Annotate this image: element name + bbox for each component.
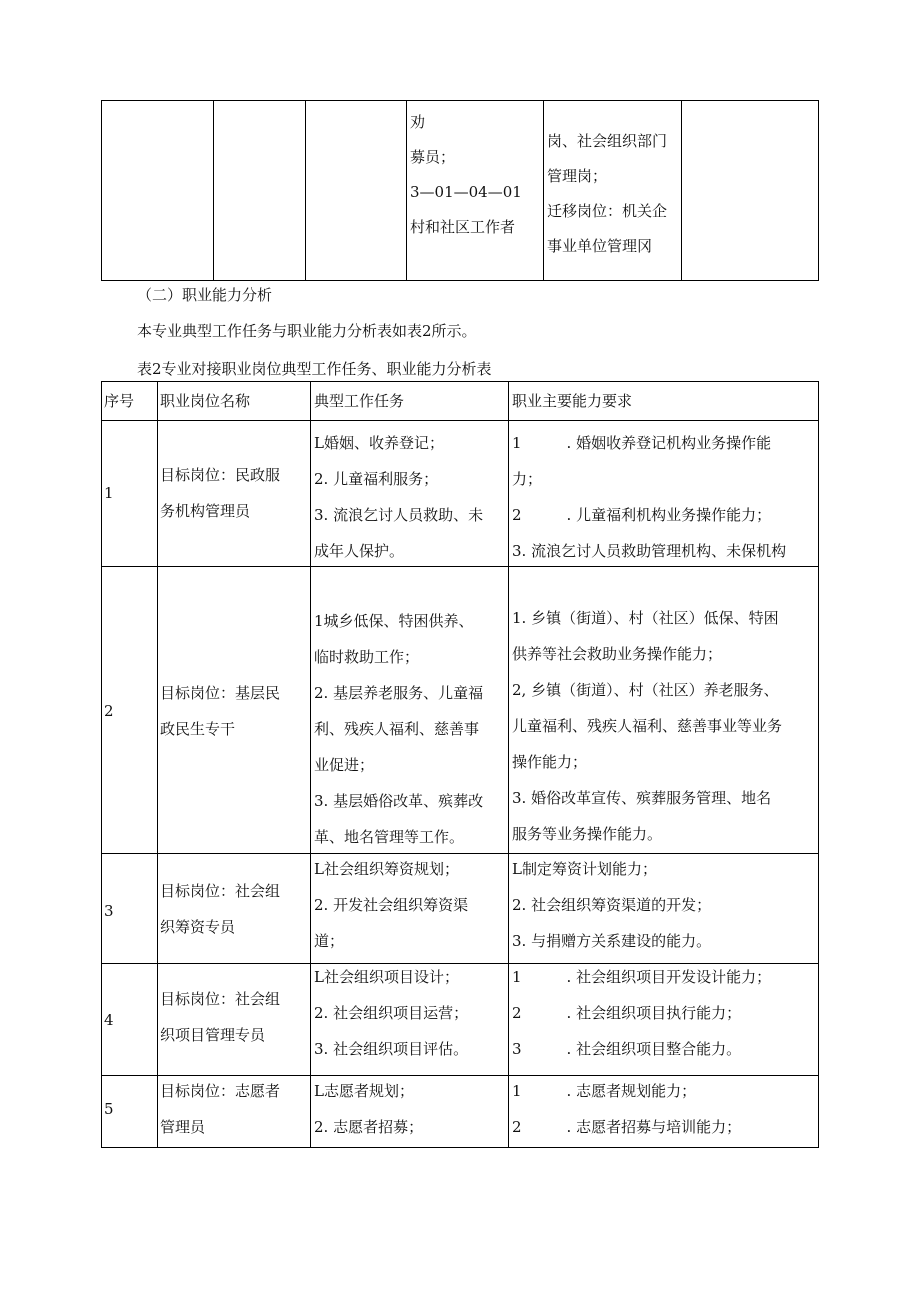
text-line: 2. 社会组织项目运营； [314, 1004, 469, 1022]
text-line: 力； [512, 470, 543, 488]
text-line: 道； [314, 932, 345, 950]
text-line: 供养等社会救助业务操作能力； [512, 645, 723, 663]
text-line: 事业单位管理冈 [547, 237, 653, 255]
text-line: 成年人保护。 [314, 542, 405, 560]
text-line: 革、地名管理等工作。 [314, 828, 465, 846]
text-line: 目标岗位：社会组 [160, 990, 281, 1008]
text-line: 1 . 婚姻收养登记机构业务操作能 [512, 434, 772, 452]
text-line: 3. 流浪乞讨人员救助管理机构、未保机构 [512, 542, 787, 560]
text-line: L社会组织项目设计； [314, 968, 459, 986]
post-cell [160, 882, 280, 936]
abilities-cell [512, 968, 771, 1058]
text-line: 1 . 志愿者规划能力； [512, 1082, 697, 1100]
row-number: 1 [104, 484, 114, 502]
text-line: 3. 婚俗改革宣传、殡葬服务管理、地名 [512, 789, 772, 807]
text-line: L社会组织筹资规划； [314, 860, 459, 878]
text-line: L志愿者规划； [314, 1082, 414, 1100]
post-cell [160, 684, 280, 738]
row-number: 2 [104, 702, 114, 720]
text-line: 儿童福利、残疾人福利、慈善事业等业务 [512, 717, 783, 735]
text-line: 1. 乡镇（街道）、村（社区）低保、特困 [512, 609, 779, 627]
header-tasks: 典型工作任务 [314, 392, 405, 410]
top-table-col4 [410, 113, 522, 236]
header-num: 序号 [104, 392, 135, 410]
intro-text: 本专业典型工作任务与职业能力分析表如表2所示。 [137, 322, 477, 340]
post-cell [160, 1082, 280, 1136]
text-line: 临时救助工作； [314, 648, 420, 666]
row-number: 3 [104, 902, 114, 920]
text-line: 目标岗位：志愿者 [160, 1082, 281, 1100]
text-line: 1城乡低保、特困供养、 [314, 612, 474, 630]
post-cell [160, 990, 280, 1044]
text-line: 3—01—04—01 [410, 183, 522, 201]
text-line: 操作能力； [512, 753, 588, 771]
text-line: 织项目管理专员 [160, 1026, 266, 1044]
text-line: 2. 志愿者招募； [314, 1118, 424, 1136]
text-line: 织筹资专员 [160, 918, 236, 936]
top-table-col5 [547, 132, 667, 255]
text-line: L制定筹资计划能力； [512, 860, 657, 878]
tasks-cell [314, 612, 483, 846]
text-line: 岗、社会组织部门 [547, 132, 668, 150]
text-line: 务机构管理员 [160, 502, 251, 520]
abilities-cell [512, 609, 782, 843]
text-line: 3. 社会组织项目评估。 [314, 1040, 469, 1058]
header-abilities: 职业主要能力要求 [512, 392, 633, 410]
text-line: 募员； [410, 148, 456, 166]
text-line: 1 . 社会组织项目开发设计能力； [512, 968, 772, 986]
text-line: 目标岗位：民政服 [160, 466, 281, 484]
text-line: 利、残疾人福利、慈善事 [314, 720, 480, 738]
table-caption: 表2专业对接职业岗位典型工作任务、职业能力分析表 [137, 360, 492, 378]
text-line: 2. 儿童福利服务； [314, 470, 439, 488]
text-line: L婚姻、收养登记； [314, 434, 444, 452]
post-cell [160, 466, 280, 520]
text-line: 3 . 社会组织项目整合能力。 [512, 1040, 742, 1058]
text-line: 村和社区工作者 [410, 218, 516, 236]
tasks-cell [314, 860, 468, 950]
text-line: 迁移岗位：机关企 [547, 202, 668, 220]
abilities-cell [512, 860, 711, 950]
section-heading: （二）职业能力分析 [137, 286, 273, 304]
text-line: 2. 基层养老服务、儿童福 [314, 684, 484, 702]
tasks-cell [314, 968, 468, 1058]
row-number: 5 [104, 1100, 114, 1118]
text-line: 2, 乡镇（街道）、村（社区）养老服务、 [512, 681, 779, 699]
header-post: 职业岗位名称 [160, 392, 251, 410]
text-line: 3. 基层婚俗改革、殡葬改 [314, 792, 484, 810]
tasks-cell [314, 1082, 423, 1136]
text-line: 2 . 儿童福利机构业务操作能力； [512, 506, 772, 524]
text-line: 2 . 社会组织项目执行能力； [512, 1004, 742, 1022]
text-line: 管理岗； [547, 167, 608, 185]
text-line: 管理员 [160, 1118, 206, 1136]
text-line: 劝 [410, 113, 426, 131]
abilities-cell [512, 1082, 741, 1136]
abilities-cell [512, 434, 817, 560]
text-line: 2. 社会组织筹资渠道的开发； [512, 896, 712, 914]
text-line: 目标岗位：社会组 [160, 882, 281, 900]
text-line: 服务等业务操作能力。 [512, 825, 663, 843]
text-line: 3. 流浪乞讨人员救助、未 [314, 506, 484, 524]
tasks-cell [314, 434, 483, 560]
text-line: 3. 与捐赠方关系建设的能力。 [512, 932, 712, 950]
text-line: 业促进； [314, 756, 375, 774]
text-line: 政民生专干 [160, 720, 236, 738]
text-line: 目标岗位：基层民 [160, 684, 281, 702]
text-line: 2. 开发社会组织筹资渠 [314, 896, 469, 914]
text-line: 2 . 志愿者招募与培训能力； [512, 1118, 742, 1136]
row-number: 4 [104, 1011, 114, 1029]
